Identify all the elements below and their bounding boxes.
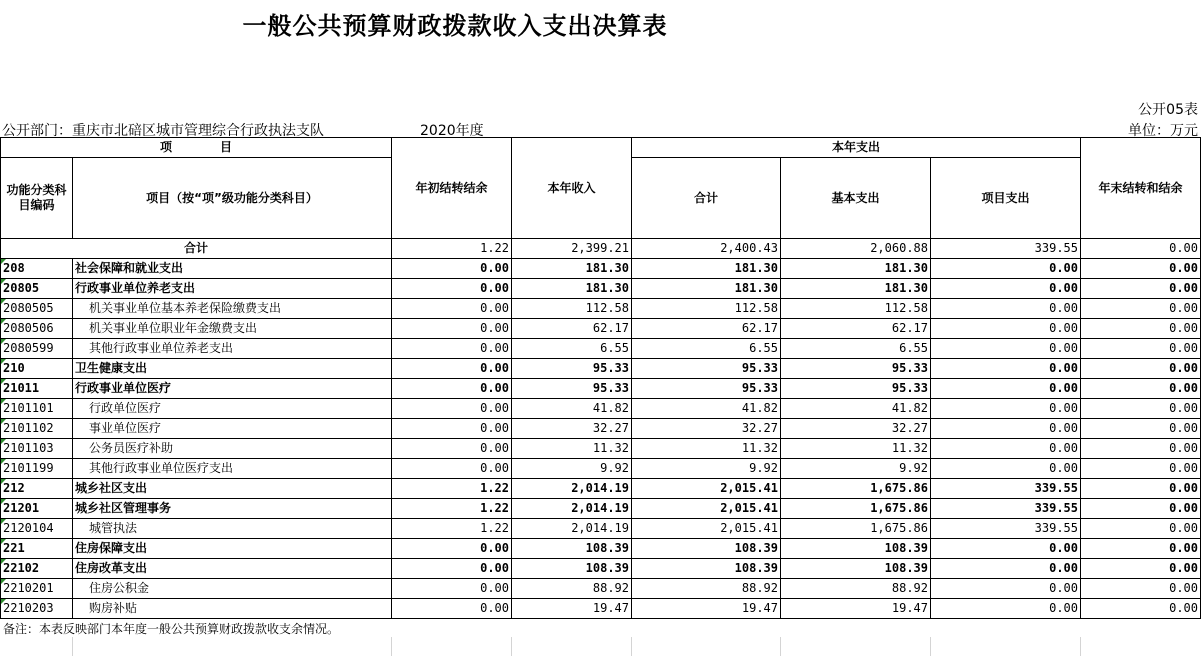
row-name: 行政事业单位养老支出 <box>73 279 392 299</box>
table-row <box>1 439 1201 459</box>
header-total: 合计 <box>632 158 781 239</box>
row-basic: 108.39 <box>781 559 931 579</box>
row-name: 机关事业单位基本养老保险缴费支出 <box>73 299 392 319</box>
row-income: 6.55 <box>512 339 632 359</box>
row-project: 0.00 <box>931 339 1081 359</box>
row-begin-balance: 0.00 <box>392 439 512 459</box>
sheet-gridlines <box>0 637 1202 656</box>
total-income: 2,399.21 <box>512 239 632 259</box>
table-row <box>1 559 1201 579</box>
row-income: 108.39 <box>512 539 632 559</box>
row-expense-total: 181.30 <box>632 279 781 299</box>
row-end-balance: 0.00 <box>1081 399 1201 419</box>
row-name: 卫生健康支出 <box>73 359 392 379</box>
row-income: 2,014.19 <box>512 479 632 499</box>
row-basic: 6.55 <box>781 339 931 359</box>
row-end-balance: 0.00 <box>1081 439 1201 459</box>
table-row <box>1 259 1201 279</box>
row-name: 住房公积金 <box>73 579 392 599</box>
row-project: 0.00 <box>931 299 1081 319</box>
row-expense-total: 19.47 <box>632 599 781 619</box>
row-expense-total: 11.32 <box>632 439 781 459</box>
row-begin-balance: 1.22 <box>392 479 512 499</box>
row-basic: 11.32 <box>781 439 931 459</box>
row-end-balance: 0.00 <box>1081 519 1201 539</box>
row-income: 95.33 <box>512 359 632 379</box>
table-row <box>1 579 1201 599</box>
row-name: 机关事业单位职业年金缴费支出 <box>73 319 392 339</box>
row-end-balance: 0.00 <box>1081 599 1201 619</box>
row-basic: 1,675.86 <box>781 479 931 499</box>
row-end-balance: 0.00 <box>1081 419 1201 439</box>
row-income: 95.33 <box>512 379 632 399</box>
row-project: 0.00 <box>931 399 1081 419</box>
row-name: 行政事业单位医疗 <box>73 379 392 399</box>
row-income: 108.39 <box>512 559 632 579</box>
row-code: 2080506 <box>1 319 73 339</box>
table-row <box>1 519 1201 539</box>
row-code: 22102 <box>1 559 73 579</box>
row-expense-total: 112.58 <box>632 299 781 319</box>
row-begin-balance: 0.00 <box>392 279 512 299</box>
footnote: 备注：本表反映部门本年度一般公共预算财政拨款收支余情况。 <box>3 622 340 636</box>
row-income: 181.30 <box>512 279 632 299</box>
row-project: 339.55 <box>931 479 1081 499</box>
row-expense-total: 95.33 <box>632 379 781 399</box>
row-end-balance: 0.00 <box>1081 539 1201 559</box>
row-basic: 1,675.86 <box>781 519 931 539</box>
form-number: 公开05表 <box>1138 102 1198 118</box>
row-begin-balance: 0.00 <box>392 399 512 419</box>
row-expense-total: 32.27 <box>632 419 781 439</box>
row-code: 210 <box>1 359 73 379</box>
row-expense-total: 2,015.41 <box>632 499 781 519</box>
row-basic: 181.30 <box>781 279 931 299</box>
row-end-balance: 0.00 <box>1081 279 1201 299</box>
row-end-balance: 0.00 <box>1081 499 1201 519</box>
total-label: 合计 <box>1 239 392 259</box>
total-begin-balance: 1.22 <box>392 239 512 259</box>
row-code: 2101103 <box>1 439 73 459</box>
row-basic: 88.92 <box>781 579 931 599</box>
row-code: 2080505 <box>1 299 73 319</box>
row-expense-total: 2,015.41 <box>632 519 781 539</box>
row-code: 208 <box>1 259 73 279</box>
row-begin-balance: 0.00 <box>392 299 512 319</box>
row-project: 0.00 <box>931 459 1081 479</box>
table-row <box>1 479 1201 499</box>
row-basic: 108.39 <box>781 539 931 559</box>
row-end-balance: 0.00 <box>1081 319 1201 339</box>
row-income: 2,014.19 <box>512 519 632 539</box>
row-expense-total: 41.82 <box>632 399 781 419</box>
row-name: 社会保障和就业支出 <box>73 259 392 279</box>
header-end-balance: 年末结转和结余 <box>1081 138 1201 239</box>
row-begin-balance: 0.00 <box>392 379 512 399</box>
row-project: 0.00 <box>931 379 1081 399</box>
total-end-balance: 0.00 <box>1081 239 1201 259</box>
row-project: 339.55 <box>931 519 1081 539</box>
header-project: 项目支出 <box>931 158 1081 239</box>
row-basic: 112.58 <box>781 299 931 319</box>
row-income: 112.58 <box>512 299 632 319</box>
table-row <box>1 419 1201 439</box>
budget-table <box>0 137 1201 619</box>
row-project: 0.00 <box>931 259 1081 279</box>
row-expense-total: 6.55 <box>632 339 781 359</box>
row-basic: 181.30 <box>781 259 931 279</box>
row-income: 41.82 <box>512 399 632 419</box>
row-name: 住房改革支出 <box>73 559 392 579</box>
header-begin-balance: 年初结转结余 <box>392 138 512 239</box>
row-begin-balance: 0.00 <box>392 599 512 619</box>
row-begin-balance: 0.00 <box>392 419 512 439</box>
header-code: 功能分类科目编码 <box>1 158 73 239</box>
fiscal-year: 2020年度 <box>420 123 484 139</box>
row-code: 221 <box>1 539 73 559</box>
row-basic: 1,675.86 <box>781 499 931 519</box>
row-expense-total: 95.33 <box>632 359 781 379</box>
row-project: 0.00 <box>931 319 1081 339</box>
row-project: 0.00 <box>931 359 1081 379</box>
table-row <box>1 499 1201 519</box>
row-expense-total: 62.17 <box>632 319 781 339</box>
row-basic: 19.47 <box>781 599 931 619</box>
row-begin-balance: 0.00 <box>392 579 512 599</box>
row-begin-balance: 0.00 <box>392 539 512 559</box>
table-row <box>1 379 1201 399</box>
table-row <box>1 539 1201 559</box>
row-code: 2101101 <box>1 399 73 419</box>
row-expense-total: 108.39 <box>632 539 781 559</box>
row-begin-balance: 0.00 <box>392 259 512 279</box>
row-begin-balance: 0.00 <box>392 359 512 379</box>
row-name: 城乡社区管理事务 <box>73 499 392 519</box>
row-name: 公务员医疗补助 <box>73 439 392 459</box>
total-basic: 2,060.88 <box>781 239 931 259</box>
row-project: 339.55 <box>931 499 1081 519</box>
row-name: 城管执法 <box>73 519 392 539</box>
row-basic: 95.33 <box>781 379 931 399</box>
header-item: 项 目 <box>1 138 392 158</box>
row-begin-balance: 0.00 <box>392 339 512 359</box>
row-expense-total: 181.30 <box>632 259 781 279</box>
row-project: 0.00 <box>931 439 1081 459</box>
unit-label: 单位：万元 <box>1128 123 1198 139</box>
row-project: 0.00 <box>931 279 1081 299</box>
row-end-balance: 0.00 <box>1081 459 1201 479</box>
row-project: 0.00 <box>931 539 1081 559</box>
row-basic: 95.33 <box>781 359 931 379</box>
row-expense-total: 2,015.41 <box>632 479 781 499</box>
row-income: 181.30 <box>512 259 632 279</box>
row-end-balance: 0.00 <box>1081 299 1201 319</box>
row-income: 9.92 <box>512 459 632 479</box>
row-name: 其他行政事业单位医疗支出 <box>73 459 392 479</box>
table-row <box>1 599 1201 619</box>
total-row <box>1 239 1201 259</box>
table-row <box>1 279 1201 299</box>
row-code: 2080599 <box>1 339 73 359</box>
row-basic: 41.82 <box>781 399 931 419</box>
row-begin-balance: 0.00 <box>392 559 512 579</box>
total-expense: 2,400.43 <box>632 239 781 259</box>
row-code: 2101199 <box>1 459 73 479</box>
row-income: 11.32 <box>512 439 632 459</box>
row-code: 2101102 <box>1 419 73 439</box>
table-header <box>1 138 1201 239</box>
row-income: 62.17 <box>512 319 632 339</box>
table-row <box>1 399 1201 419</box>
header-expense-group: 本年支出 <box>632 138 1081 158</box>
row-basic: 9.92 <box>781 459 931 479</box>
row-end-balance: 0.00 <box>1081 579 1201 599</box>
header-income: 本年收入 <box>512 138 632 239</box>
row-income: 2,014.19 <box>512 499 632 519</box>
row-begin-balance: 1.22 <box>392 499 512 519</box>
row-expense-total: 108.39 <box>632 559 781 579</box>
row-basic: 62.17 <box>781 319 931 339</box>
table-row <box>1 299 1201 319</box>
row-code: 2120104 <box>1 519 73 539</box>
row-name: 其他行政事业单位养老支出 <box>73 339 392 359</box>
page-title: 一般公共预算财政拨款收入支出决算表 <box>242 12 668 40</box>
row-end-balance: 0.00 <box>1081 379 1201 399</box>
row-income: 19.47 <box>512 599 632 619</box>
table-row <box>1 359 1201 379</box>
table-row <box>1 339 1201 359</box>
row-end-balance: 0.00 <box>1081 479 1201 499</box>
row-begin-balance: 0.00 <box>392 459 512 479</box>
header-name: 项目（按“项”级功能分类科目） <box>73 158 392 239</box>
row-code: 21201 <box>1 499 73 519</box>
header-basic: 基本支出 <box>781 158 931 239</box>
row-income: 32.27 <box>512 419 632 439</box>
row-name: 城乡社区支出 <box>73 479 392 499</box>
row-name: 住房保障支出 <box>73 539 392 559</box>
row-end-balance: 0.00 <box>1081 559 1201 579</box>
row-code: 2210201 <box>1 579 73 599</box>
row-begin-balance: 1.22 <box>392 519 512 539</box>
row-code: 212 <box>1 479 73 499</box>
row-end-balance: 0.00 <box>1081 359 1201 379</box>
row-basic: 32.27 <box>781 419 931 439</box>
row-begin-balance: 0.00 <box>392 319 512 339</box>
row-expense-total: 88.92 <box>632 579 781 599</box>
row-project: 0.00 <box>931 599 1081 619</box>
row-code: 20805 <box>1 279 73 299</box>
row-expense-total: 9.92 <box>632 459 781 479</box>
row-project: 0.00 <box>931 559 1081 579</box>
row-end-balance: 0.00 <box>1081 259 1201 279</box>
row-project: 0.00 <box>931 419 1081 439</box>
row-code: 21011 <box>1 379 73 399</box>
row-name: 事业单位医疗 <box>73 419 392 439</box>
table-row <box>1 319 1201 339</box>
total-project: 339.55 <box>931 239 1081 259</box>
row-name: 行政单位医疗 <box>73 399 392 419</box>
row-code: 2210203 <box>1 599 73 619</box>
department-label: 公开部门：重庆市北碚区城市管理综合行政执法支队 <box>2 123 324 139</box>
row-income: 88.92 <box>512 579 632 599</box>
row-project: 0.00 <box>931 579 1081 599</box>
row-name: 购房补贴 <box>73 599 392 619</box>
row-end-balance: 0.00 <box>1081 339 1201 359</box>
table-row <box>1 459 1201 479</box>
